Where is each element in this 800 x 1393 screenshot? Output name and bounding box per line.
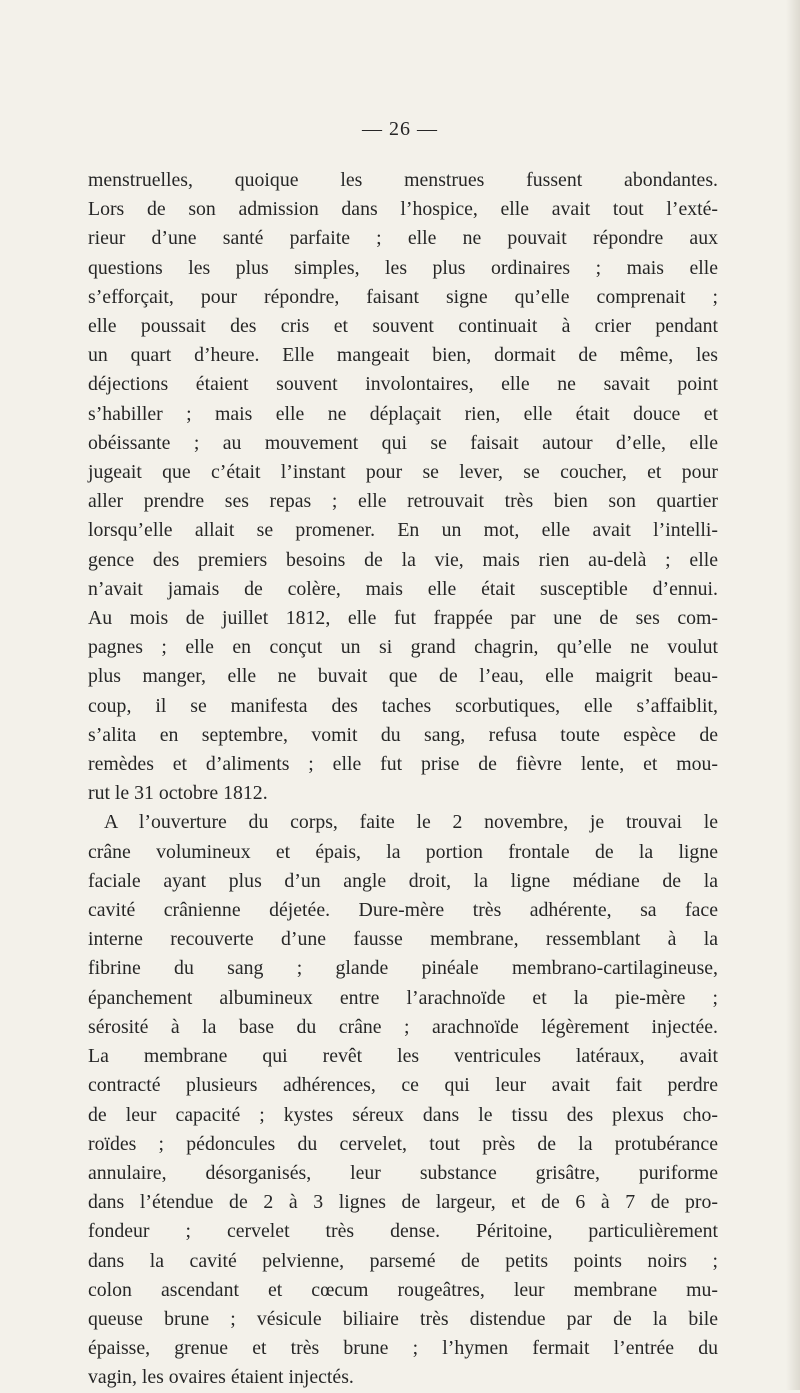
text-line: n’avait jamais de colère, mais elle était susceptible d’ennui. xyxy=(88,577,718,600)
text-line: rieur d’une santé parfaite ; elle ne pouvait répondre aux xyxy=(88,227,718,250)
text-line: colon ascendant et cœcum rougeâtres, leur membrane mu- xyxy=(88,1278,718,1301)
text-line: A l’ouverture du corps, faite le 2 novembre, je trouvai le xyxy=(104,811,718,834)
text-line: un quart d’heure. Elle mangeait bien, dormait de même, les xyxy=(88,344,718,367)
text-line: coup, il se manifesta des taches scorbutiques, elle s’affaiblit, xyxy=(88,694,718,717)
text-line: cavité crânienne déjetée. Dure-mère très adhérente, sa face xyxy=(88,899,718,922)
text-line: roïdes ; pédoncules du cervelet, tout près de la protubérance xyxy=(88,1132,718,1155)
text-line: menstruelles, quoique les menstrues fussent abondantes. xyxy=(88,169,718,191)
text-line: elle poussait des cris et souvent continuait à crier pendant xyxy=(88,315,718,338)
page-number: — 26 — xyxy=(362,118,438,140)
text-line: dans la cavité pelvienne, parsemé de petits points noirs ; xyxy=(88,1249,718,1272)
text-line: s’efforçait, pour répondre, faisant signe qu’elle comprenait ; xyxy=(88,285,718,308)
text-line: fibrine du sang ; glande pinéale membrano-cartilagineuse, xyxy=(88,957,718,980)
text-line: vagin, les ovaires étaient injectés. xyxy=(88,1366,354,1389)
text-line: fondeur ; cervelet très dense. Péritoine, particulièrement xyxy=(88,1220,718,1243)
text-line: lorsqu’elle allait se promener. En un mot, elle avait l’intelli- xyxy=(88,519,718,542)
text-line: s’habiller ; mais elle ne déplaçait rien, elle était douce et xyxy=(88,402,718,425)
text-line: dans l’étendue de 2 à 3 lignes de largeur, et de 6 à 7 de pro- xyxy=(88,1191,718,1214)
text-line: pagnes ; elle en conçut un si grand chagrin, qu’elle ne voulut xyxy=(88,636,718,659)
text-line: s’alita en septembre, vomit du sang, refusa toute espèce de xyxy=(88,723,718,746)
text-line: queuse brune ; vésicule biliaire très distendue par de la bile xyxy=(88,1307,718,1330)
text-line: questions les plus simples, les plus ordinaires ; mais elle xyxy=(88,256,718,279)
text-line: remèdes et d’aliments ; elle fut prise de fièvre lente, et mou- xyxy=(88,753,718,776)
text-line: épanchement albumineux entre l’arachnoïde et la pie-mère ; xyxy=(88,986,718,1009)
text-line: plus manger, elle ne buvait que de l’eau, elle maigrit beau- xyxy=(88,665,718,688)
text-line: obéissante ; au mouvement qui se faisait autour d’elle, elle xyxy=(88,431,718,454)
text-line: jugeait que c’était l’instant pour se lever, se coucher, et pour xyxy=(88,461,718,484)
text-line: sérosité à la base du crâne ; arachnoïde légèrement injectée. xyxy=(88,1015,718,1038)
page-edge-shadow xyxy=(786,0,800,1390)
text-line: aller prendre ses repas ; elle retrouvait très bien son quartier xyxy=(88,490,718,513)
text-line: crâne volumineux et épais, la portion frontale de la ligne xyxy=(88,840,718,863)
text-line: Au mois de juillet 1812, elle fut frappée par une de ses com- xyxy=(88,607,718,630)
text-line: faciale ayant plus d’un angle droit, la ligne médiane de la xyxy=(88,869,718,892)
text-line: épaisse, grenue et très brune ; l’hymen fermait l’entrée du xyxy=(88,1337,718,1360)
text-line: annulaire, désorganisés, leur substance grisâtre, puriforme xyxy=(88,1161,718,1184)
text-line: rut le 31 octobre 1812. xyxy=(88,782,268,805)
text-line: déjections étaient souvent involontaires, elle ne savait point xyxy=(88,373,718,396)
text-line: interne recouverte d’une fausse membrane, ressemblant à la xyxy=(88,928,718,951)
body-text xyxy=(88,166,718,1393)
text-line: contracté plusieurs adhérences, ce qui leur avait fait perdre xyxy=(88,1074,718,1097)
text-line: La membrane qui revêt les ventricules latéraux, avait xyxy=(88,1045,718,1068)
text-line: de leur capacité ; kystes séreux dans le tissu des plexus cho- xyxy=(88,1103,718,1126)
text-line: gence des premiers besoins de la vie, mais rien au-delà ; elle xyxy=(88,548,718,571)
text-line: Lors de son admission dans l’hospice, elle avait tout l’exté- xyxy=(88,198,718,221)
